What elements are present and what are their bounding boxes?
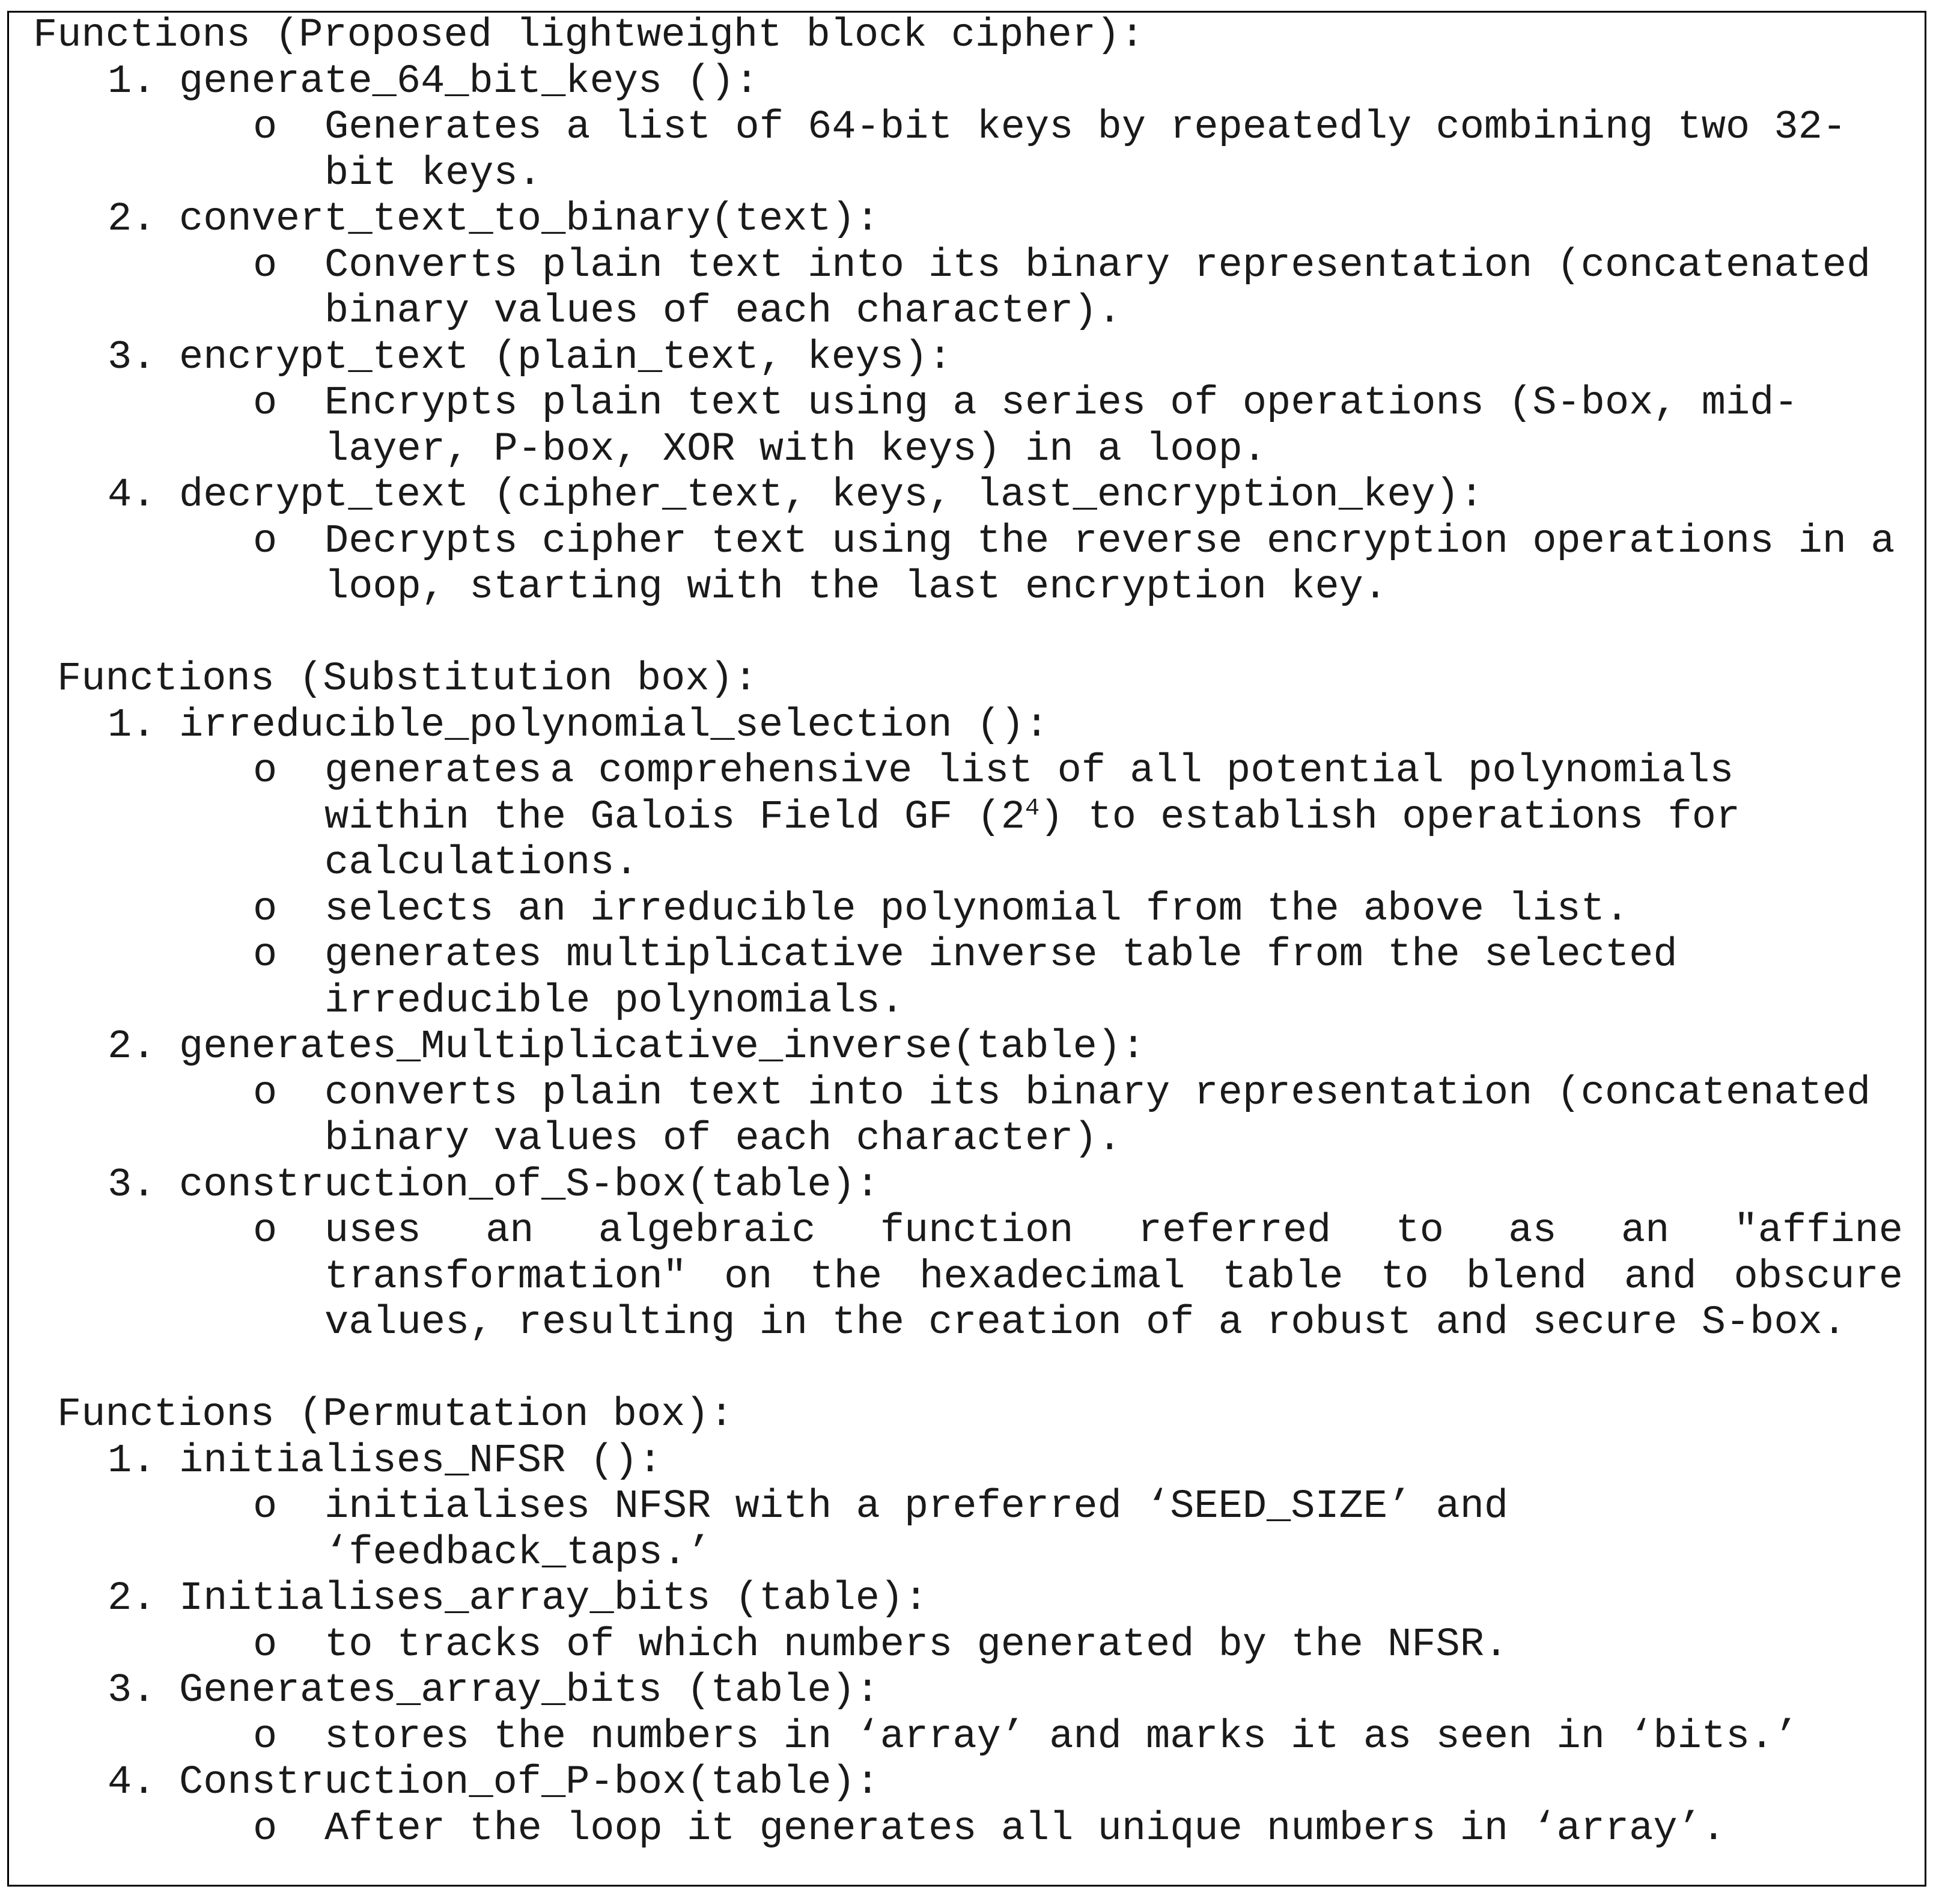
bullet-line [0,978,1939,1025]
function-item [0,703,1939,749]
function-name: Generates_array_bits (table): [179,1668,880,1713]
function-item [0,335,1939,381]
item-number: 1. [108,1438,156,1484]
bullet-line [0,1622,1939,1668]
function-name: decrypt_text (cipher_text, keys, last_encryption_key): [179,472,1484,518]
function-item [0,197,1939,243]
bullet-text-part: ) to establish operations for [1040,794,1741,840]
bullet-text: Decrypts cipher text using the reverse encryption operations in a [324,518,1895,564]
bullet-text: selects an irreducible polynomial from the above list. [324,886,1630,932]
item-number: 3. [108,1162,156,1208]
bullet-line [0,105,1939,151]
function-name: convert_text_to_binary(text): [179,197,880,242]
function-name: Construction_of_P-box(table): [179,1760,880,1805]
function-item [0,1576,1939,1622]
function-list-document [0,13,1939,1852]
section-title-sbox [0,656,1939,703]
bullet-line [0,380,1939,427]
item-number: 1. [108,58,156,105]
bullet-text: Generates a list of 64-bit keys by repeatedly combining two 32- [324,105,1847,150]
bullet-line [0,288,1939,335]
bullet-marker-icon: o [253,748,278,794]
bullet-text-part: within the Galois Field GF (2 [324,794,1025,840]
section-heading: Functions (Substitution box): [57,656,758,702]
bullet-line [0,1484,1939,1530]
bullet-text: After the loop it generates all unique numbers in ‘array’. [324,1805,1726,1852]
item-number: 2. [108,197,156,242]
item-number: 1. [108,702,156,748]
function-item [0,472,1939,519]
bullet-marker-icon: o [253,886,278,932]
bullet-marker-icon: o [253,380,278,426]
bullet-line [0,151,1939,197]
bullet-text: initialises NFSR with a preferred ‘SEED_SIZE’ and [324,1484,1509,1530]
bullet-text-justified: transformation" on the hexadecimal table to blend and obscure [324,1254,1903,1300]
bullet-text: binary values of each character). [324,288,1122,334]
bullet-text: stores the numbers in ‘array’ and marks it as seen in ‘bits.’ [324,1713,1798,1760]
section-heading: Functions (Permutation box): [57,1392,734,1438]
function-name: irreducible_polynomial_selection (): [179,702,1049,748]
bullet-marker-icon: o [253,1070,278,1116]
section-spacer [0,611,1939,657]
bullet-marker-icon: o [253,1622,278,1668]
bullet-text: generates a comprehensive list of all potential polynomials [324,748,1734,794]
item-number: 2. [108,1024,156,1070]
function-name: encrypt_text (plain_text, keys): [179,334,952,380]
function-item [0,1438,1939,1484]
bullet-marker-icon: o [253,932,278,978]
section-title-pbox [0,1392,1939,1438]
function-item [0,1162,1939,1209]
item-number: 4. [108,472,156,518]
bullet-marker-icon: o [253,1713,278,1760]
bullet-line [0,795,1939,841]
function-name: Initialises_array_bits (table): [179,1576,928,1622]
bullet-marker-icon: o [253,242,278,288]
bullet-text: generates multiplicative inverse table from the selected [324,932,1678,978]
bullet-text: converts plain text into its binary representation (concatenated [324,1070,1871,1116]
bullet-line [0,1254,1939,1301]
function-name: generate_64_bit_keys (): [179,58,759,105]
bullet-line [0,564,1939,611]
bullet-text: to tracks of which numbers generated by the NFSR. [324,1622,1509,1668]
bullet-text: Encrypts plain text using a series of operations (S-box, mid- [324,380,1798,426]
bullet-text: ‘feedback_taps.’ [324,1530,711,1576]
bullet-line [0,748,1939,795]
section-spacer [0,1346,1939,1393]
bullet-text: calculations. [324,840,639,886]
item-number: 3. [108,1668,156,1713]
bullet-line [0,519,1939,565]
bullet-text: Converts plain text into its binary representation (concatenated [324,242,1871,288]
bullet-line [0,1806,1939,1852]
bullet-marker-icon: o [253,518,278,564]
bullet-marker-icon: o [253,105,278,150]
bullet-text: values, resulting in the creation of a robust and secure S-box. [324,1300,1847,1346]
bullet-line [0,1714,1939,1760]
item-number: 2. [108,1576,156,1622]
function-name: generates_Multiplicative_inverse(table): [179,1024,1146,1070]
bullet-marker-icon: o [253,1208,278,1254]
bullet-text: irreducible polynomials. [324,978,904,1024]
bullet-text: bit keys. [324,150,542,197]
section-title-cipher [0,13,1939,59]
bullet-line [0,932,1939,978]
bullet-text: layer, P-box, XOR with keys) in a loop. [324,426,1267,472]
item-number: 3. [108,334,156,380]
exponent: 4 [1025,795,1040,822]
bullet-line [0,1530,1939,1576]
bullet-line [0,243,1939,289]
function-item [0,1760,1939,1806]
bullet-line [0,1070,1939,1117]
bullet-line [0,427,1939,473]
function-item [0,1024,1939,1070]
function-name: initialises_NFSR (): [179,1438,663,1484]
bullet-text-galois [324,795,1740,841]
function-item [0,1668,1939,1714]
bullet-text: loop, starting with the last encryption key. [324,564,1388,610]
bullet-line [0,1116,1939,1162]
function-item [0,59,1939,105]
bullet-marker-icon: o [253,1484,278,1530]
bullet-line [0,886,1939,933]
function-name: construction_of_S-box(table): [179,1162,880,1208]
item-number: 4. [108,1760,156,1805]
bullet-text: binary values of each character). [324,1116,1122,1162]
bullet-line [0,1300,1939,1346]
bullet-text-justified: uses an algebraic function referred to as an "affine [324,1208,1903,1254]
bullet-line [0,1208,1939,1254]
bullet-line [0,840,1939,886]
section-heading: Functions (Proposed lightweight block cipher): [33,13,1145,58]
bullet-marker-icon: o [253,1805,278,1852]
